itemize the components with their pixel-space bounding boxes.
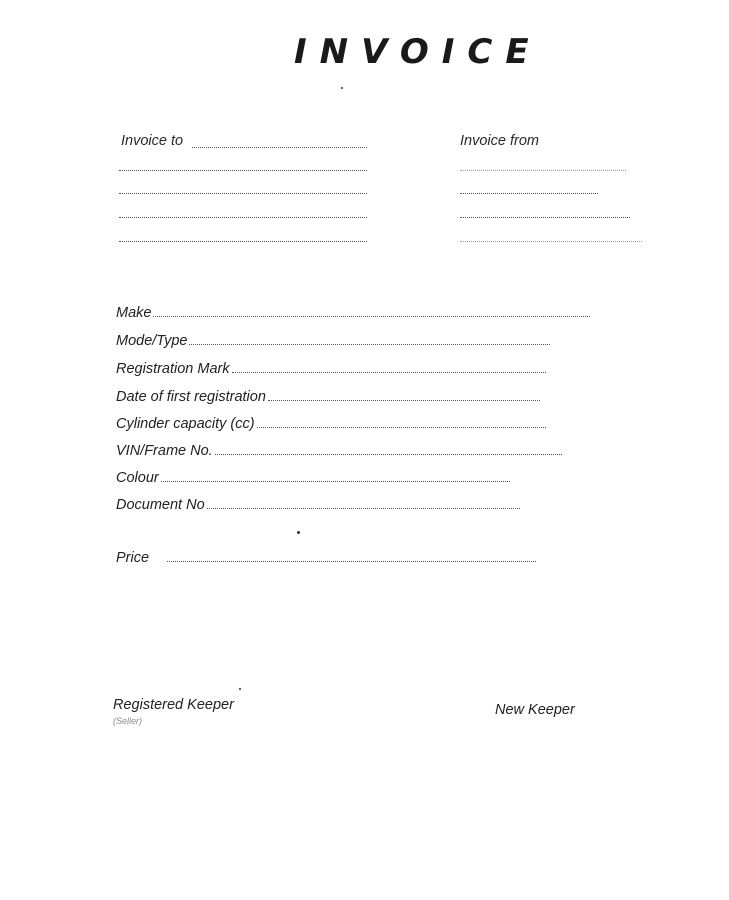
- invoice-from-line-2[interactable]: [460, 193, 598, 194]
- field-make-line[interactable]: [153, 316, 590, 317]
- invoice-from-line-3[interactable]: [460, 217, 630, 218]
- field-date-first-registration-label: Date of first registration: [116, 389, 266, 405]
- invoice-to-label: Invoice to: [121, 133, 184, 149]
- registered-keeper-label: Registered Keeper: [113, 697, 234, 713]
- invoice-to-line-3[interactable]: [119, 193, 367, 194]
- scan-speck: [341, 87, 343, 89]
- invoice-to-line-5[interactable]: [119, 241, 367, 242]
- field-date-first-registration[interactable]: [116, 385, 540, 405]
- field-registration-mark-label: Registration Mark: [116, 361, 230, 377]
- field-cylinder-capacity[interactable]: [116, 412, 546, 432]
- field-colour-line[interactable]: [161, 481, 510, 482]
- field-document-no-line[interactable]: [207, 508, 520, 509]
- invoice-to-line-2[interactable]: [119, 170, 367, 171]
- invoice-to-line-4[interactable]: [119, 217, 367, 218]
- field-price-label: Price: [116, 550, 150, 566]
- field-registration-mark[interactable]: [116, 357, 546, 377]
- field-model-type-label: Mode/Type: [116, 333, 188, 349]
- field-price[interactable]: [116, 546, 536, 566]
- field-model-type-line[interactable]: [189, 344, 550, 345]
- invoice-from-line-1[interactable]: [460, 170, 626, 171]
- field-colour-label: Colour: [116, 470, 159, 486]
- scan-speck: [297, 531, 300, 534]
- field-vin-frame-line[interactable]: [215, 454, 562, 455]
- field-price-line[interactable]: [167, 561, 536, 562]
- field-registration-mark-line[interactable]: [232, 372, 546, 373]
- field-document-no[interactable]: [116, 493, 520, 513]
- field-vin-frame[interactable]: [116, 439, 562, 459]
- field-document-no-label: Document No: [116, 497, 205, 513]
- field-cylinder-capacity-line[interactable]: [257, 427, 546, 428]
- field-make-label: Make: [116, 305, 152, 321]
- invoice-from-label: Invoice from: [460, 133, 539, 149]
- scan-speck: [239, 688, 241, 690]
- field-cylinder-capacity-label: Cylinder capacity (cc): [116, 416, 255, 432]
- registered-keeper-sublabel: (Seller): [113, 716, 143, 726]
- field-make[interactable]: [116, 301, 590, 321]
- invoice-to-line-1[interactable]: [192, 147, 367, 148]
- field-vin-frame-label: VIN/Frame No.: [116, 443, 213, 459]
- field-colour[interactable]: [116, 466, 510, 486]
- new-keeper-label: New Keeper: [495, 702, 575, 718]
- field-date-first-registration-line[interactable]: [268, 400, 540, 401]
- document-title: INVOICE: [294, 32, 542, 72]
- invoice-from-line-4[interactable]: [460, 241, 642, 242]
- field-model-type[interactable]: [116, 329, 550, 349]
